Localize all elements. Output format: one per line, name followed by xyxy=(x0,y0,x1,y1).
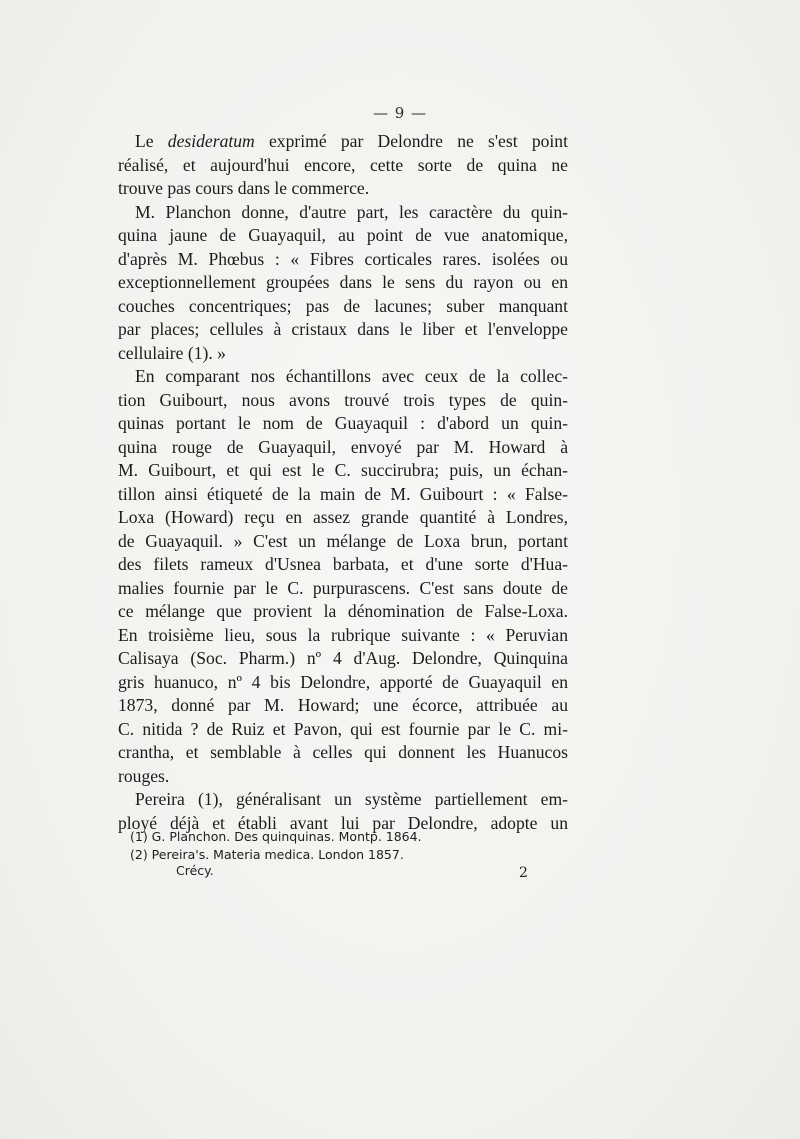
text-line: couches concentriques; pas de lacunes; suber manquant xyxy=(118,295,568,316)
text-line: trouve pas cours dans le commerce. xyxy=(118,178,370,198)
paragraph-1 xyxy=(118,130,568,201)
text-line: C. nitida ? de Ruiz et Pavon, qui est fournie par le C. mi- xyxy=(118,718,568,739)
text-line: Pereira (1), généralisant un système partiellement em- xyxy=(135,789,568,809)
footnotes xyxy=(130,828,550,864)
text-line: quina jaune de Guayaquil, au point de vue anatomique, xyxy=(118,225,568,245)
paragraph-3 xyxy=(118,365,568,788)
emphasized-word: desideratum xyxy=(167,131,255,151)
text-line: crantha, et semblable à celles qui donnent les Huanucos xyxy=(118,742,568,762)
text-line: cellulaire (1). » xyxy=(118,342,226,363)
text-line: Loxa (Howard) reçu en assez grande quantité à Londres, xyxy=(118,507,568,527)
text-line: malies fournie par le C. purpurascens. C'est sans doute de xyxy=(118,577,568,598)
text-line: gris huanuco, nº 4 bis Delondre, apporté de Guayaquil en xyxy=(118,671,568,692)
text-line: exceptionnellement groupées dans le sens du rayon ou en xyxy=(118,272,568,292)
text-line: En troisième lieu, sous la rubrique suivante : « Peruvian xyxy=(118,624,568,645)
text-line: M. Guibourt, et qui est le C. succirubra; puis, un échan- xyxy=(118,460,568,480)
footnote-2: (2) Pereira's. Materia medica. London 1857. xyxy=(130,847,404,862)
signature-mark-number: 2 xyxy=(519,865,528,881)
text-fragment: Le xyxy=(135,131,168,151)
text-line: d'après M. Phœbus : « Fibres corticales rares. isolées ou xyxy=(118,248,568,269)
text-line: réalisé, et aujourd'hui encore, cette sorte de quina ne xyxy=(118,154,568,175)
text-line: ployé déjà et établi avant lui par Delondre, adopte un xyxy=(118,812,568,833)
page-number: — 9 — xyxy=(372,104,428,122)
text-line: rouges. xyxy=(118,765,170,786)
text-line: En comparant nos échantillons avec ceux de la collec- xyxy=(135,366,568,386)
text-line: Calisaya (Soc. Pharm.) nº 4 d'Aug. Delondre, Quinquina xyxy=(118,648,568,668)
text-line: des filets rameux d'Usnea barbata, et d'une sorte d'Hua- xyxy=(118,554,568,574)
text-line: tillon ainsi étiqueté de la main de M. Guibourt : « False- xyxy=(118,483,568,504)
text-line: de Guayaquil. » C'est un mélange de Loxa brun, portant xyxy=(118,530,568,551)
text-line: par places; cellules à cristaux dans le liber et l'enveloppe xyxy=(118,319,568,339)
text-line: M. Planchon donne, d'autre part, les caractère du quin- xyxy=(135,201,568,222)
text-line: quinas portant le nom de Guayaquil : d'abord un quin- xyxy=(118,413,568,433)
body-text xyxy=(118,130,568,835)
text-line: quina rouge de Guayaquil, envoyé par M. Howard à xyxy=(118,436,568,457)
text-fragment: exprimé par Delondre ne s'est point xyxy=(254,131,568,151)
text-line: 1873, donné par M. Howard; une écorce, attribuée au xyxy=(118,695,568,715)
paragraph-2 xyxy=(118,201,568,366)
signature-mark-author: Crécy. xyxy=(176,863,214,878)
footnote-1: (1) G. Planchon. Des quinquinas. Montp. 1864. xyxy=(130,829,422,844)
text-line: ce mélange que provient la dénomination de False-Loxa. xyxy=(118,601,568,621)
text-line xyxy=(118,130,568,154)
text-line: tion Guibourt, nous avons trouvé trois types de quin- xyxy=(118,389,568,410)
